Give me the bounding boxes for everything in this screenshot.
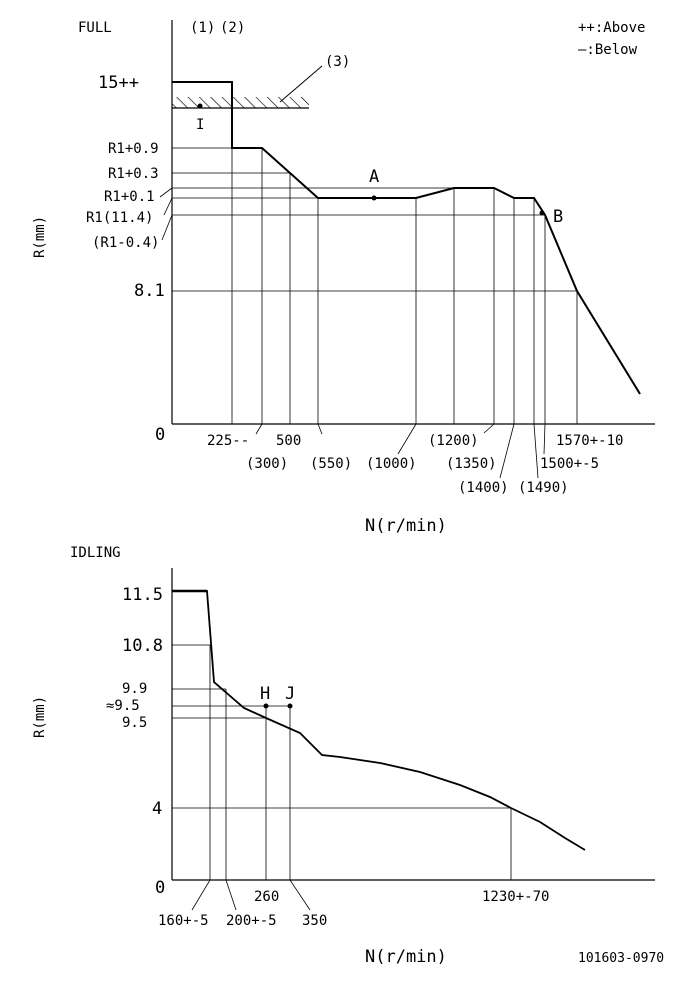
full-y-axis-label: R(mm) [32, 215, 48, 258]
y-label-r1-m04: (R1-0.4) [92, 235, 160, 251]
full-x-axis-label: N(r/min) [365, 516, 447, 536]
idl-y-label-99: 9.9 [122, 681, 148, 697]
legend-below: —:Below [578, 42, 638, 58]
x-label-550: (550) [310, 456, 353, 472]
y-label-r1-03: R1+0.3 [108, 166, 159, 182]
point-j-label: J [285, 684, 296, 704]
idling-x-axis-label: N(r/min) [365, 947, 447, 967]
full-curve [172, 82, 640, 394]
idl-x-label-260: 260 [254, 889, 280, 905]
idling-curve [172, 591, 585, 850]
full-title: FULL [78, 20, 112, 36]
x-label-1500: 1500+-5 [540, 456, 600, 472]
y-label-81: 8.1 [134, 281, 165, 301]
point-h-label: H [260, 684, 271, 704]
idl-leader-350 [290, 880, 310, 910]
idl-leader-160 [192, 880, 210, 910]
limit-hatch [172, 97, 309, 108]
idl-y-label-108: 10.8 [122, 636, 163, 656]
y-label-15: 15++ [98, 73, 139, 93]
idl-y-label-115: 11.5 [122, 585, 163, 605]
x-label-1570: 1570+-10 [556, 433, 624, 449]
point-b-label: B [553, 207, 564, 227]
point-a [372, 196, 377, 201]
idl-x-label-350: 350 [302, 913, 328, 929]
mark-3: (3) [325, 54, 351, 70]
leader-1400 [500, 424, 514, 478]
idl-y-label-4: 4 [152, 799, 163, 819]
x-label-1000: (1000) [366, 456, 417, 472]
point-i-label: I [196, 117, 205, 133]
tick-r1 [164, 198, 172, 215]
idl-x-label-1230: 1230+-70 [482, 889, 550, 905]
leader-300 [256, 424, 262, 434]
x-label-300: (300) [246, 456, 289, 472]
tick-r1-01 [160, 188, 172, 197]
legend-above: ++:Above [578, 20, 646, 36]
tick-r1-m04 [162, 215, 172, 240]
leader-1490 [534, 424, 538, 478]
point-h [264, 704, 269, 709]
y-label-0: 0 [155, 425, 166, 445]
idl-y-label-approx95: ≈9.5 [106, 698, 140, 714]
x-label-1490: (1490) [518, 480, 569, 496]
x-label-500: 500 [276, 433, 302, 449]
point-a-label: A [369, 167, 380, 187]
point-i [198, 104, 203, 109]
point-b [540, 211, 545, 216]
idling-chart [32, 545, 655, 967]
point-j [288, 704, 293, 709]
idl-y-label-0: 0 [155, 878, 166, 898]
y-label-r1: R1(11.4) [86, 210, 154, 226]
x-label-225: 225-- [207, 433, 250, 449]
leader-550 [318, 424, 322, 434]
idl-x-label-160: 160+-5 [158, 913, 209, 929]
mark-2: (2) [220, 20, 246, 36]
y-label-r1-09: R1+0.9 [108, 141, 159, 157]
idling-title: IDLING [70, 545, 121, 561]
x-label-1400: (1400) [458, 480, 509, 496]
idl-x-label-200: 200+-5 [226, 913, 277, 929]
footer-code: 101603-0970 [578, 951, 665, 966]
x-label-1200: (1200) [428, 433, 479, 449]
leader-3 [280, 66, 322, 102]
leader-1350 [484, 424, 494, 433]
leader-1000 [398, 424, 416, 454]
mark-1: (1) [190, 20, 216, 36]
idl-y-label-95: 9.5 [122, 715, 148, 731]
idl-leader-200 [226, 880, 236, 910]
x-label-1350: (1350) [446, 456, 497, 472]
idling-y-axis-label: R(mm) [32, 695, 48, 738]
full-chart [32, 20, 655, 536]
leader-1500 [544, 424, 545, 454]
y-label-r1-01: R1+0.1 [104, 189, 155, 205]
